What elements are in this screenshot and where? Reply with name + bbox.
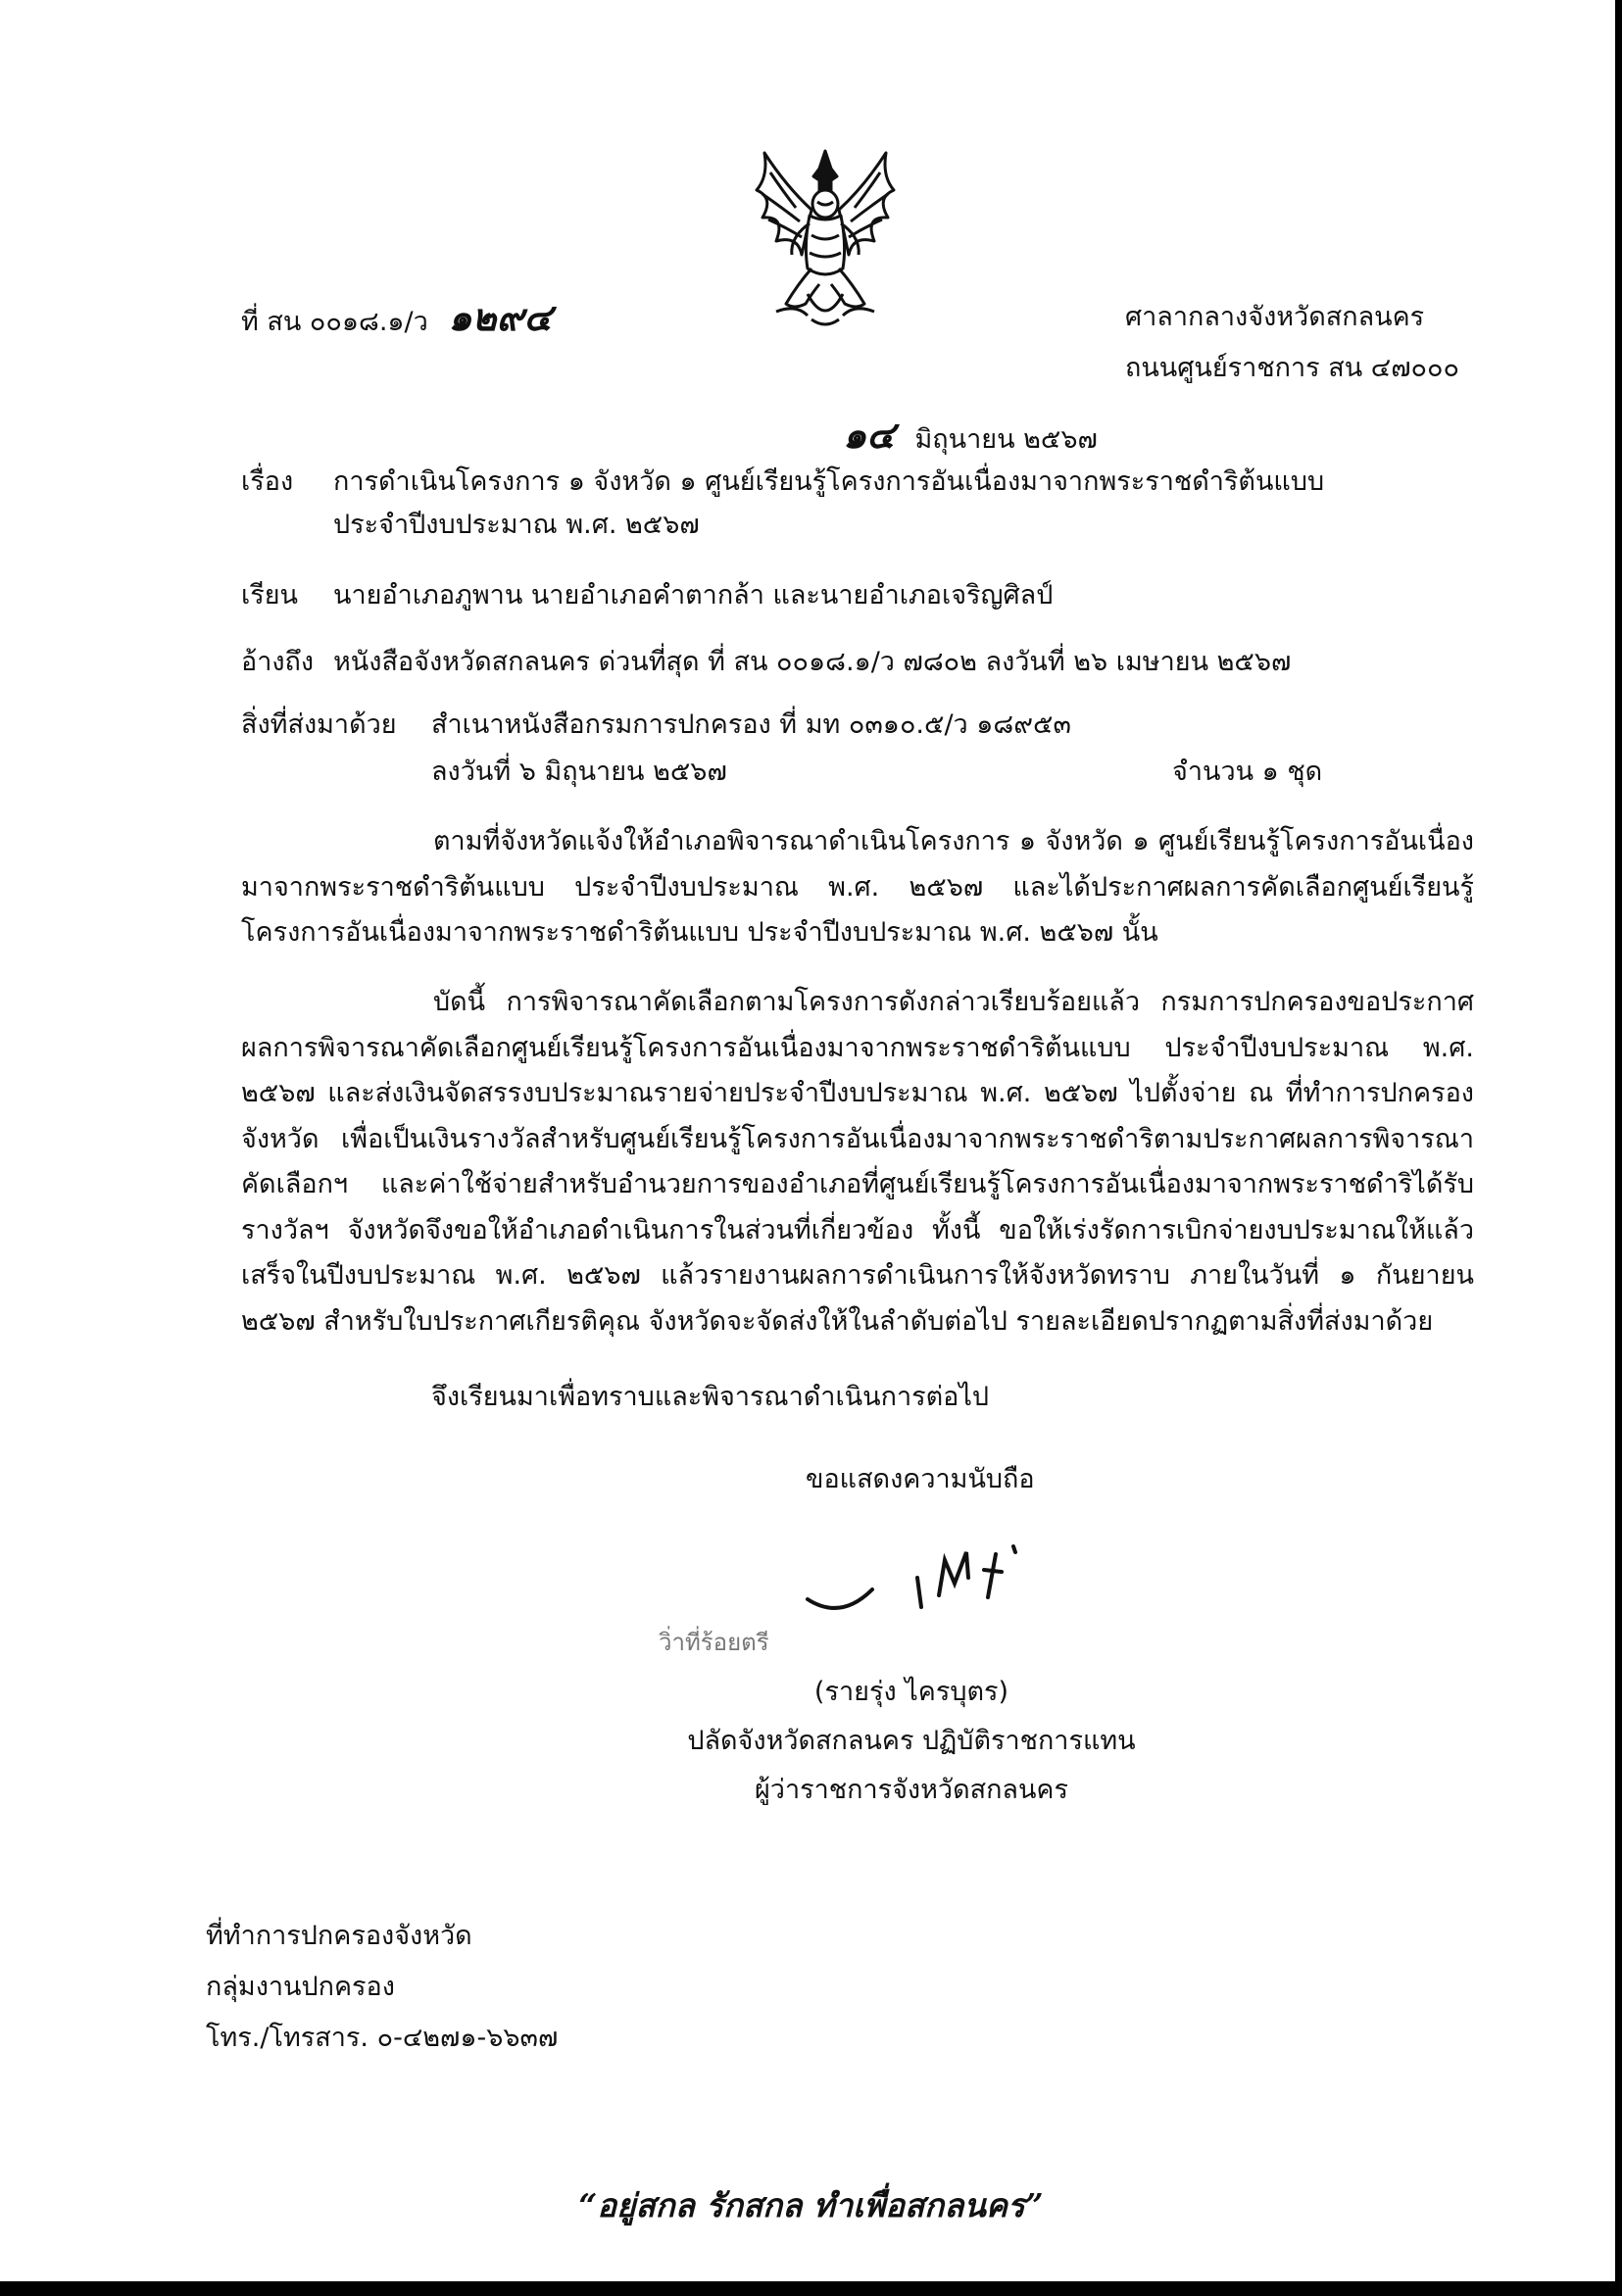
- enclosure-line-2: ลงวันที่ ๖ มิถุนายน ๒๕๖๗: [431, 757, 727, 787]
- footer-phone: โทร./โทรสาร. ๐-๔๒๗๑-๖๖๓๗: [206, 2023, 559, 2053]
- signer-position-2: ผู้ว่าราชการจังหวัดสกลนคร: [754, 1775, 1069, 1805]
- subject-label: เรื่อง: [241, 466, 294, 497]
- footer-office: ที่ทำการปกครองจังหวัด: [206, 1921, 472, 1951]
- signature-scribble-icon: [802, 1539, 1027, 1627]
- signer-position-1: ปลัดจังหวัดสกลนคร ปฏิบัติราชการแทน: [687, 1726, 1136, 1756]
- letter-date: [843, 412, 1098, 464]
- reference-label: อ้างถึง: [241, 647, 315, 677]
- handwritten-reference-number: ๑๒๙๔: [448, 295, 553, 339]
- recipient-text: นายอำเภอภูพาน นายอำเภอคำตากล้า และนายอำเภอเจริญศิลป์: [333, 580, 1054, 611]
- scan-bottom-border: [0, 2281, 1622, 2296]
- enclosure-label: สิ่งที่ส่งมาด้วย: [241, 709, 397, 740]
- garuda-emblem-icon: [747, 147, 904, 331]
- signature-stamp-text: วิ่าที่ร้อยตรี: [659, 1629, 769, 1656]
- signer-name: (รายรุ่ง ไครบุตร): [813, 1677, 1009, 1707]
- date-month-year: มิถุนายน ๒๕๖๗: [914, 424, 1098, 455]
- enclosure-amount: จำนวน ๑ ชุด: [1172, 757, 1323, 787]
- letter-reference-number: [241, 294, 552, 346]
- subject-line-2: ประจำปีงบประมาณ พ.ศ. ๒๕๖๗: [333, 510, 700, 540]
- scan-right-border: [1615, 0, 1622, 2296]
- handwritten-date-day: ๑๔: [843, 413, 895, 457]
- office-name: ศาลากลางจังหวัดสกลนคร: [1125, 302, 1425, 332]
- salutation: ขอแสดงความนับถือ: [806, 1464, 1035, 1494]
- body-paragraph-1: ตามที่จังหวัดแจ้งให้อำเภอพิจารณาดำเนินโครงการ ๑ จังหวัด ๑ ศูนย์เรียนรู้โครงการอันเนื่องมาจากพระราชดำริต้นแบบ ประจำปีงบประมาณ พ.ศ. ๒๕๖๗ และได้ประกาศผลการคัดเลือกศูนย์เรียนรู้โครงการอันเนื่องมาจากพระราชดำริต้นแบบ ประจำปีงบประมาณ พ.ศ. ๒๕๖๗ นั้น: [241, 826, 1474, 948]
- office-address: ถนนศูนย์ราชการ สน ๔๗๐๐๐: [1125, 353, 1459, 383]
- subject-line-1: การดำเนินโครงการ ๑ จังหวัด ๑ ศูนย์เรียนรู้โครงการอันเนื่องมาจากพระราชดำริต้นแบบ: [333, 466, 1325, 497]
- reference-text: หนังสือจังหวัดสกลนคร ด่วนที่สุด ที่ สน ๐๐๑๘.๑/ว ๗๘๐๒ ลงวันที่ ๒๖ เมษายน ๒๕๖๗: [333, 647, 1292, 677]
- slogan: “อยู่สกล รักสกล ทำเพื่อสกลนคร”: [578, 2186, 1044, 2224]
- recipient-label: เรียน: [241, 580, 299, 611]
- reference-prefix: ที่ สน ๐๐๑๘.๑/ว: [241, 307, 428, 337]
- closing-request: จึงเรียนมาเพื่อทราบและพิจารณาดำเนินการต่อไป: [431, 1382, 990, 1412]
- body-paragraph-2: บัดนี้ การพิจารณาคัดเลือกตามโครงการดังกล่าวเรียบร้อยแล้ว กรมการปกครองขอประกาศผลการพิจารณาคัดเลือกศูนย์เรียนรู้โครงการอันเนื่องมาจากพระราชดำริต้นแบบ ประจำปีงบประมาณ พ.ศ. ๒๕๖๗ และส่งเงินจัดสรรงบประมาณรายจ่ายประจำปีงบประมาณ พ.ศ. ๒๕๖๗ ไปตั้งจ่าย ณ ที่ทำการปกครองจังหวัด เพื่อเป็นเงินรางวัลสำหรับศูนย์เรียนรู้โครงการอันเนื่องมาจากพระราชดำริตามประกาศผลการพิจารณาคัดเลือกฯ และค่าใช้จ่ายสำหรับอำนวยการของอำเภอที่ศูนย์เรียนรู้โครงการอันเนื่องมาจากพระราชดำริได้รับรางวัลฯ จังหวัดจึงขอให้อำเภอดำเนินการในส่วนที่เกี่ยวข้อง ทั้งนี้ ขอให้เร่งรัดการเบิกจ่ายงบประมาณให้แล้วเสร็จในปีงบประมาณ พ.ศ. ๒๕๖๗ แล้วรายงานผลการดำเนินการให้จังหวัดทราบ ภายในวันที่ ๑ กันยายน ๒๕๖๗ สำหรับใบประกาศเกียรติคุณ จังหวัดจะจัดส่งให้ในลำดับต่อไป รายละเอียดปรากฏตามสิ่งที่ส่งมาด้วย: [241, 987, 1474, 1337]
- footer-division: กลุ่มงานปกครอง: [206, 1972, 395, 2002]
- enclosure-line-1: สำเนาหนังสือกรมการปกครอง ที่ มท ๐๓๑๐.๕/ว ๑๘๙๕๓: [431, 709, 1071, 740]
